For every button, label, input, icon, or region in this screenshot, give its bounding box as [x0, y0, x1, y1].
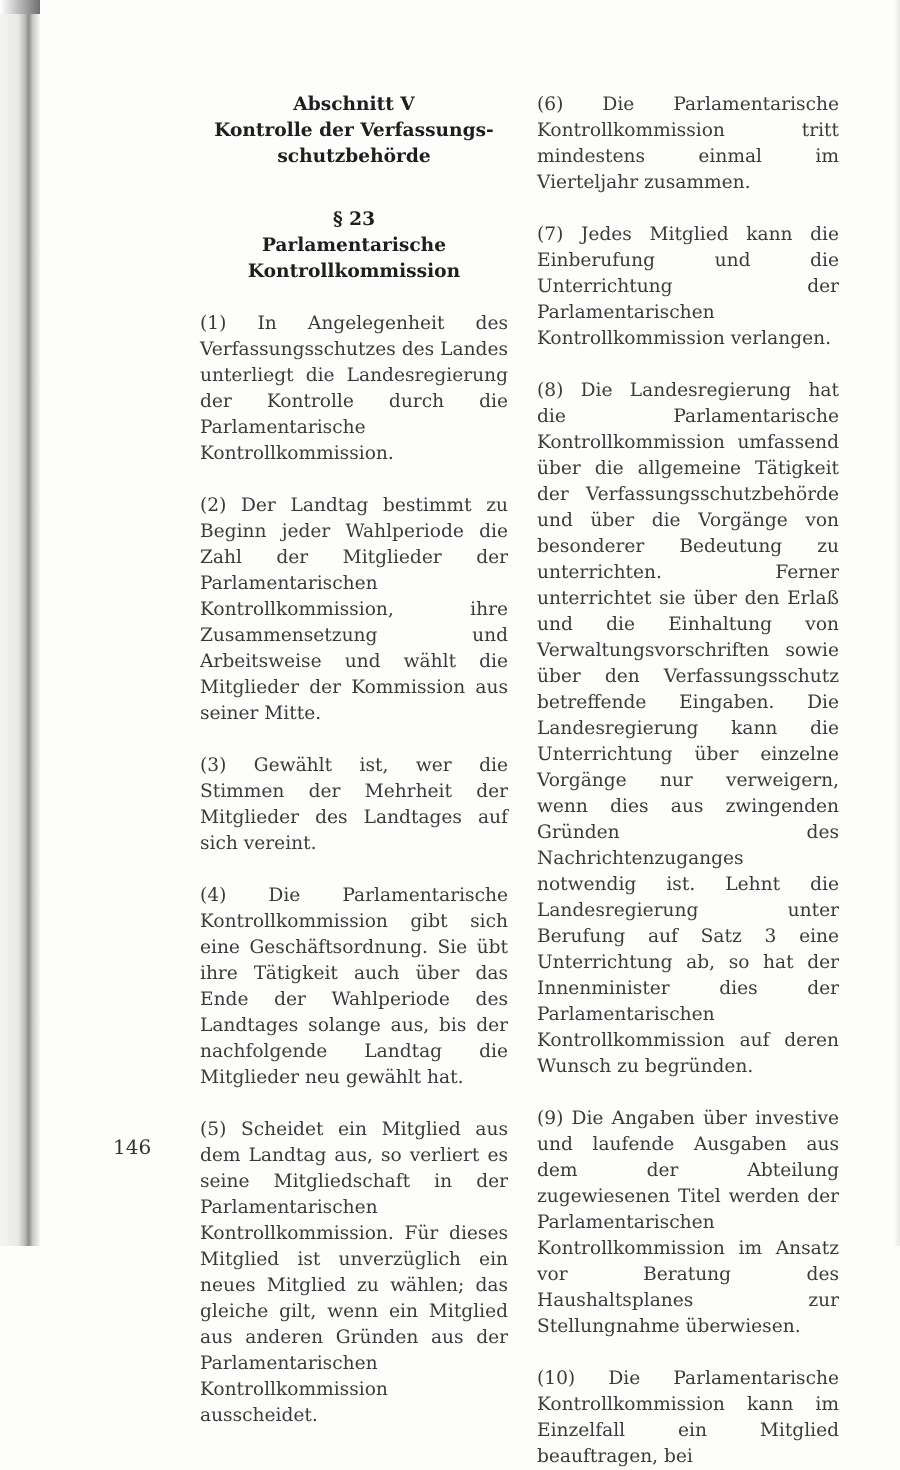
law-paragraph-4: (4) Die Parlamentarische Kontrollkommission gibt sich eine Geschäftsordnung. Sie übt ihre Tätigkeit auch über das Ende der Wahlperiode des Landtages solange aus, bis der nachfolgende Landtag die Mitglieder neu gewählt hat.	[200, 885, 508, 1088]
book-spine-shadow	[0, 0, 40, 1246]
law-paragraph-9: (9) Die Angaben über investive und laufende Ausgaben aus dem der Abteilung zugewiesenen Titel werden der Parlamentarischen Kontrollkommission im Ansatz vor Beratung des Haushaltsplanes zur Stellungnahme überwiesen.	[537, 1108, 839, 1337]
page-edge	[894, 0, 900, 1246]
section-subtitle: Kontrolle der Verfassungs-	[214, 120, 494, 141]
page-number: 146	[113, 1135, 152, 1159]
left-column	[200, 92, 508, 1429]
paragraph-heading-block	[200, 207, 508, 285]
law-paragraph-7: (7) Jedes Mitglied kann die Einberufung und die Unterrichtung der Parlamentarischen Kontrollkommission verlangen.	[537, 224, 839, 349]
law-paragraph-3: (3) Gewählt ist, wer die Stimmen der Mehrheit der Mitglieder des Landtages auf sich vereint.	[200, 755, 508, 854]
law-paragraph-1: (1) In Angelegenheit des Verfassungsschutzes des Landes unterliegt die Landesregierung der Kontrolle durch die Parlamentarische Kontrollkommission.	[200, 313, 508, 464]
law-paragraph-2: (2) Der Landtag bestimmt zu Beginn jeder Wahlperiode die Zahl der Mitglieder der Parlamentarischen Kontrollkommission, ihre Zusammensetzung und Arbeitsweise und wählt die Mitglieder der Kommission aus seiner Mitte.	[200, 495, 508, 724]
law-paragraph-5: (5) Scheidet ein Mitglied aus dem Landtag aus, so verliert es seine Mitgliedschaft in der Parlamentarischen Kontrollkommission. Für dieses Mitglied ist unverzüglich ein neues Mitglied zu wählen; das gleiche gilt, wenn ein Mitglied aus anderen Gründen aus der Parlamentarischen Kontrollkommission ausscheidet.	[200, 1119, 508, 1426]
section-subtitle: schutzbehörde	[277, 146, 431, 167]
paragraph-title: Kontrollkommission	[247, 261, 461, 282]
spine-top-mark	[0, 0, 40, 14]
section-title-block	[200, 92, 508, 170]
law-paragraph-8: (8) Die Landesregierung hat die Parlamentarische Kontrollkommission umfassend über die allgemeine Tätigkeit der Verfassungsschutzbehörde und über die Vorgänge von besonderer Bedeutung zu unterrichten. Ferner unterrichtet sie über den Erlaß und die Einhaltung von Verwaltungsvorschriften sowie über den Verfassungsschutz betreffende Eingaben. Die Landesregierung kann die Unterrichtung über einzelne Vorgänge nur verweigern, wenn dies aus zwingenden Gründen des Nachrichtenzuganges notwendig ist. Lehnt die Landesregierung unter Berufung auf Satz 3 eine Unterrichtung ab, so hat der Innenminister dies der Parlamentarischen Kontrollkommission auf deren Wunsch zu begründen.	[537, 380, 839, 1077]
law-paragraph-6: (6) Die Parlamentarische Kontrollkommission tritt mindestens einmal im Vierteljahr zusammen.	[537, 94, 839, 193]
law-paragraph-10: (10) Die Parlamentarische Kontrollkommission kann im Einzelfall ein Mitglied beauftragen, bei	[537, 1368, 839, 1467]
paragraph-number: § 23	[332, 209, 376, 230]
section-title: Abschnitt V	[293, 94, 415, 115]
right-column	[537, 92, 839, 1470]
paragraph-title: Parlamentarische	[261, 235, 447, 256]
